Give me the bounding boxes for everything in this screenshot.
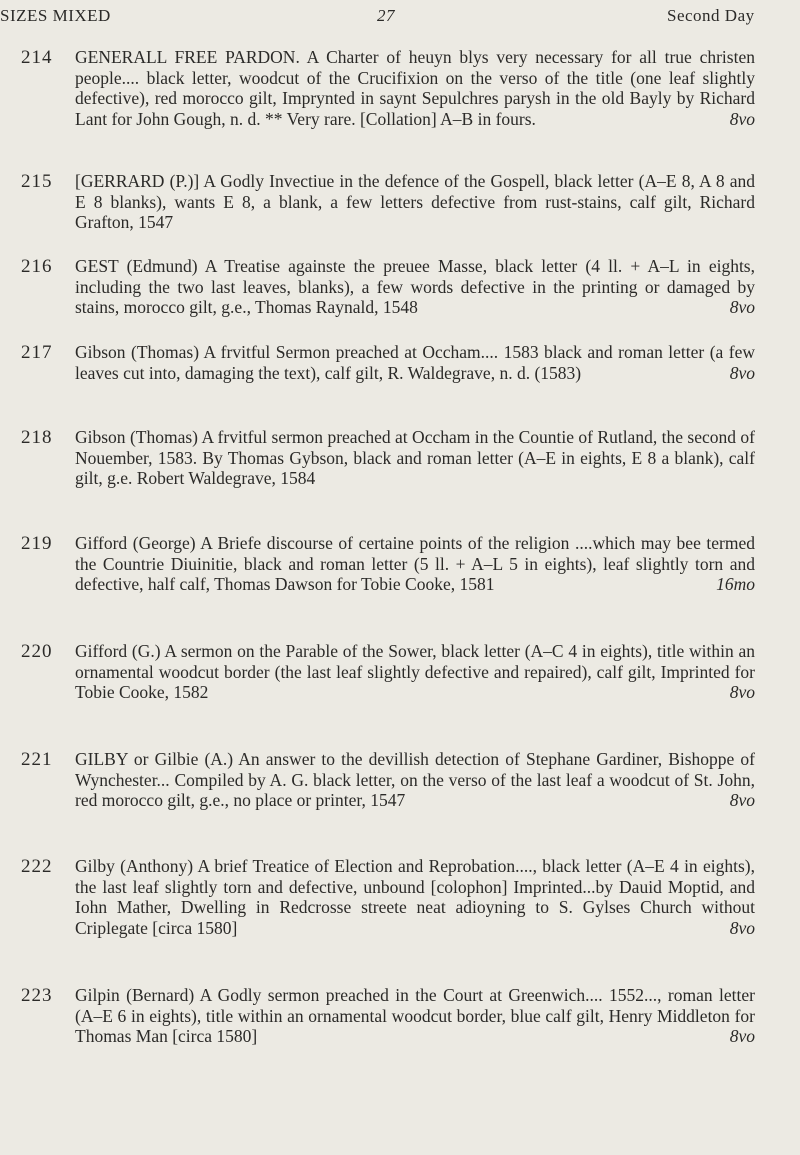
lot-format: 8vo (729, 917, 755, 938)
lot-text: Gifford (George) A Briefe discourse of certaine points of the religion ....which may bee termed the Countrie Diuinitie, black and roman letter (5 ll. + A–L 5 in eights), leaf slightly torn and defective, half calf, Thomas Dawson for Tobie Cooke, 1581 (75, 533, 755, 594)
lot-text: Gifford (G.) A sermon on the Parable of the Sower, black letter (A–C 4 in eights), title within an ornamental woodcut border (the last leaf slightly defective and repaired), calf gilt, Imprinted for Tobie Cooke, 1582 (75, 641, 755, 702)
lot-text: Gibson (Thomas) A frvitful sermon preached at Occham in the Countie of Rutland, the second of Nouember, 1583. By Thomas Gybson, black and roman letter (A–E in eights, E 8 a blank), calf gilt, g.e. Robert Waldegrave, 1584 (75, 427, 755, 488)
lot-description (75, 342, 755, 383)
lot-description (75, 171, 755, 233)
header-right: Second Day (667, 6, 755, 25)
lot-description (75, 47, 755, 129)
lot-description (75, 533, 755, 595)
lot-description (75, 749, 755, 811)
lot-number: 215 (21, 171, 53, 192)
lot-format: 8vo (729, 297, 755, 317)
page-number: 27 (377, 6, 395, 25)
lot-number: 216 (21, 256, 53, 277)
lot-format: 8vo (729, 790, 755, 810)
lot-format: 8vo (729, 362, 755, 383)
lot-description (75, 856, 755, 938)
lot-number: 221 (21, 749, 53, 770)
lot-text: [GERRARD (P.)] A Godly Invectiue in the defence of the Gospell, black letter (A–E 8, A 8 and E 8 blanks), wants E 8, a blank, a few letters defective from rust-stains, calf gilt, Richard Grafton, 1547 (75, 171, 755, 232)
lot-format: 8vo (729, 1026, 755, 1046)
lot-description (75, 985, 755, 1047)
lot-number: 214 (21, 47, 53, 68)
lot-format: 8vo (729, 108, 755, 129)
lot-number: 218 (21, 427, 53, 448)
lot-text: GILBY or Gilbie (A.) An answer to the devillish detection of Stephane Gardiner, Bishoppe of Wynchester... Compiled by A. G. black letter, on the verso of the last leaf a woodcut of St. John, red morocco gilt, g.e., no place or printer, 1547 (75, 749, 755, 810)
lot-description (75, 427, 755, 489)
lot-text: GEST (Edmund) A Treatise againste the preuee Masse, black letter (4 ll. + A–L in eights, including the two last leaves, blanks), a few words defective in the printing or damaged by stains, morocco gilt, g.e., Thomas Raynald, 1548 (75, 256, 755, 317)
lot-format: 8vo (729, 682, 755, 702)
lot-description (75, 641, 755, 703)
lot-number: 222 (21, 856, 53, 877)
lot-text: Gilby (Anthony) A brief Treatice of Election and Reprobation...., black letter (A–E 4 in eights), the last leaf slightly torn and defective, unbound [colophon] Imprinted...by Dauid Moptid, and Iohn Mather, Dwelling in Redcrosse streete neat adioyning to S. Gylses Church without Criplegate [circa 1580] (75, 856, 755, 938)
lot-number: 219 (21, 533, 53, 554)
lot-description (75, 256, 755, 318)
lot-text: Gibson (Thomas) A frvitful Sermon preached at Occham.... 1583 black and roman letter (a few leaves cut into, damaging the text), calf gilt, R. Waldegrave, n. d. (1583) (75, 342, 755, 383)
lot-number: 220 (21, 641, 53, 662)
lot-number: 223 (21, 985, 53, 1006)
running-header (0, 6, 800, 36)
lot-text: Gilpin (Bernard) A Godly sermon preached in the Court at Greenwich.... 1552..., roman letter (A–E 6 in eights), title within an ornamental woodcut border, blue calf gilt, Henry Middleton for Thomas Man [circa 1580] (75, 985, 755, 1046)
lot-text: GENERALL FREE PARDON. A Charter of heuyn blys very necessary for all true christen people.... black letter, woodcut of the Crucifixion on the verso of the title (one leaf slightly defective), red morocco gilt, Imprynted in saynt Sepulchres parysh in the old Bayly by Richard Lant for John Gough, n. d. ** Very rare. [Collation] A–B in fours. (75, 47, 755, 129)
lot-number: 217 (21, 342, 53, 363)
lot-format: 16mo (716, 574, 755, 594)
header-left: SIZES MIXED (0, 6, 111, 25)
